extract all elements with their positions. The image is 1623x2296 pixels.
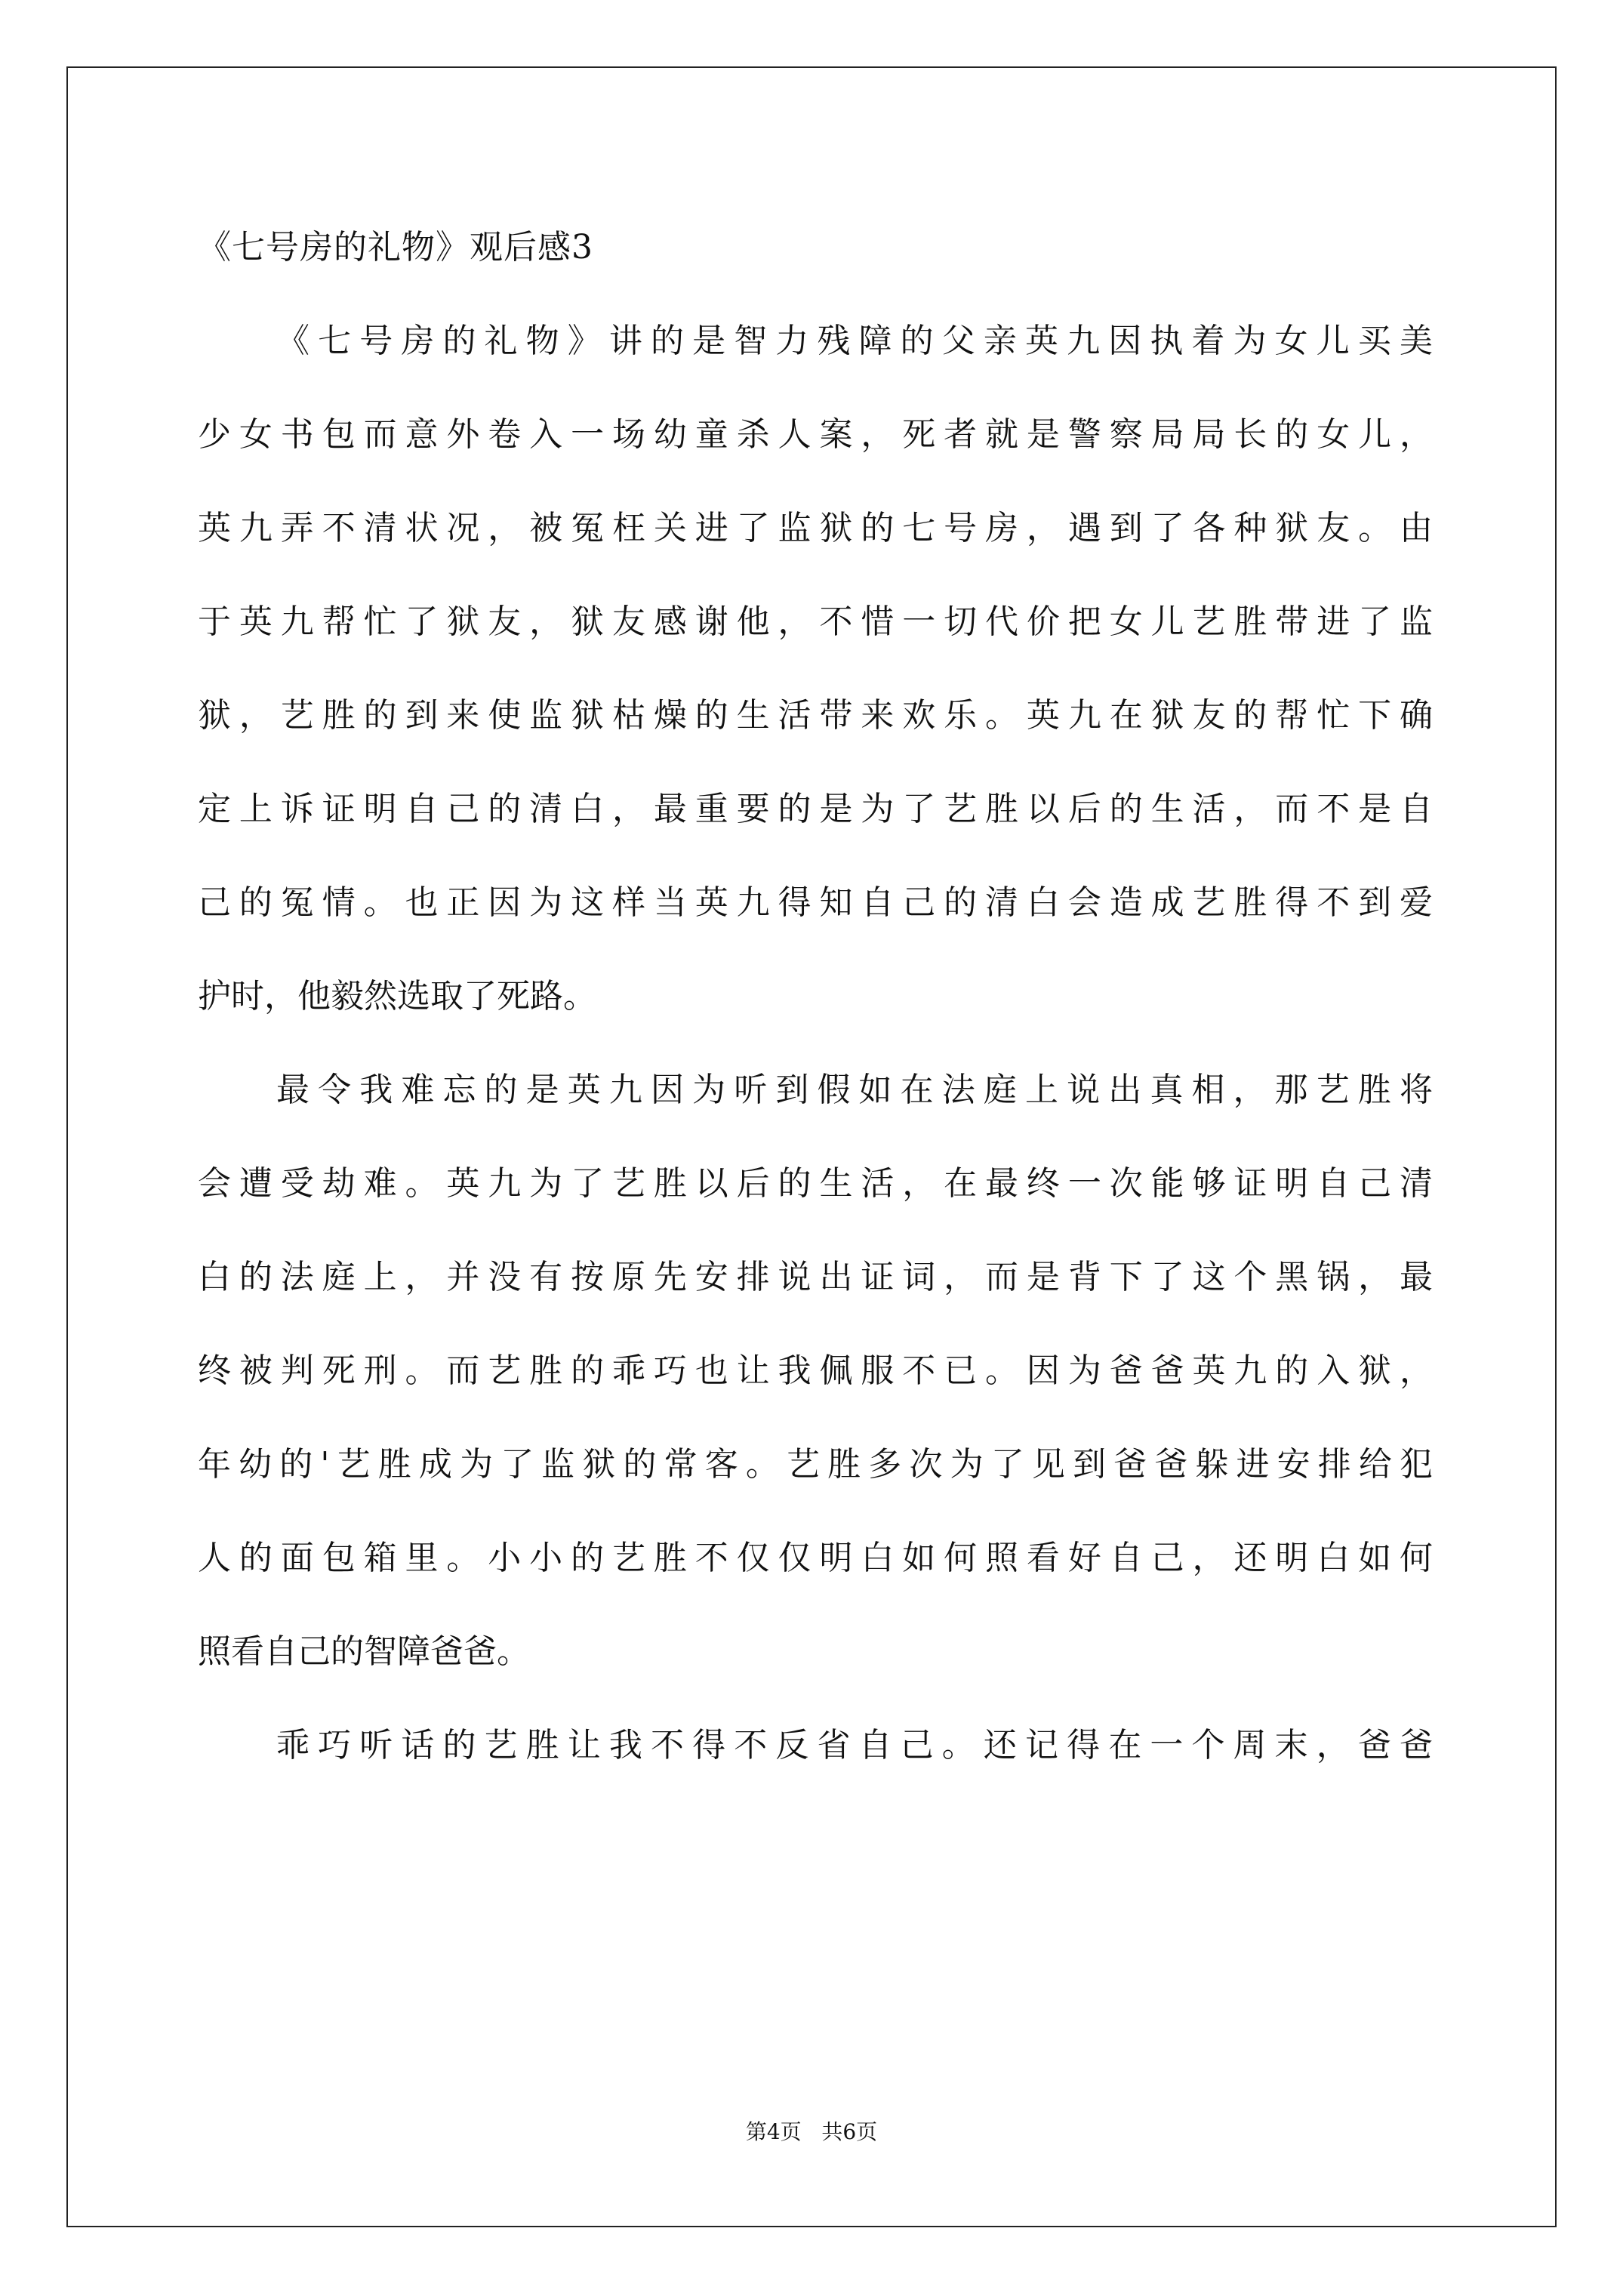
paragraph-line: 照看自己的智障爸爸。 — [198, 1632, 530, 1671]
paragraph-line: 于英九帮忙了狱友，狱友感谢他，不惜一切代价把女儿艺胜带进了监 — [198, 603, 1433, 641]
paragraph-2 — [198, 1068, 1433, 1723]
document-title: 《七号房的礼物》观后感3 — [198, 228, 593, 267]
paragraph-line: 终被判死刑。而艺胜的乖巧也让我佩服不已。因为爸爸英九的入狱， — [198, 1351, 1433, 1390]
paragraph-line: 少女书包而意外卷入一场幼童杀人案，死者就是警察局局长的女儿， — [198, 415, 1433, 454]
paragraph-3 — [198, 1723, 1433, 1817]
paragraph-line: 己的冤情。也正因为这样当英九得知自己的清白会造成艺胜得不到爱 — [198, 883, 1433, 922]
paragraph-line: 会遭受劫难。英九为了艺胜以后的生活，在最终一次能够证明自己清 — [198, 1164, 1433, 1203]
paragraph-line: 定上诉证明自己的清白，最重要的是为了艺胜以后的生活，而不是自 — [198, 790, 1433, 828]
paragraph-line: 乖巧听话的艺胜让我不得不反省自己。还记得在一个周末，爸爸 — [276, 1726, 1433, 1764]
paragraph-line: 护时，他毅然选取了死路。 — [198, 977, 596, 1015]
paragraph-line: 白的法庭上，并没有按原先安排说出证词，而是背下了这个黑锅，最 — [198, 1258, 1433, 1296]
paragraph-line: 人的面包箱里。小小的艺胜不仅仅明白如何照看好自己，还明白如何 — [198, 1539, 1433, 1577]
paragraph-line: 《七号房的礼物》讲的是智力残障的父亲英九因执着为女儿买美 — [276, 322, 1433, 360]
paragraph-line: 最令我难忘的是英九因为听到假如在法庭上说出真相，那艺胜将 — [276, 1071, 1433, 1109]
paragraph-line: 狱，艺胜的到来使监狱枯燥的生活带来欢乐。英九在狱友的帮忙下确 — [198, 696, 1433, 735]
paragraph-1 — [198, 319, 1433, 1068]
page-footer: 第4页 共6页 — [745, 2119, 878, 2144]
paragraph-line: 年幼的'艺胜成为了监狱的常客。艺胜多次为了见到爸爸躲进安排给犯 — [198, 1445, 1433, 1484]
paragraph-line: 英九弄不清状况，被冤枉关进了监狱的七号房，遇到了各种狱友。由 — [198, 509, 1433, 547]
